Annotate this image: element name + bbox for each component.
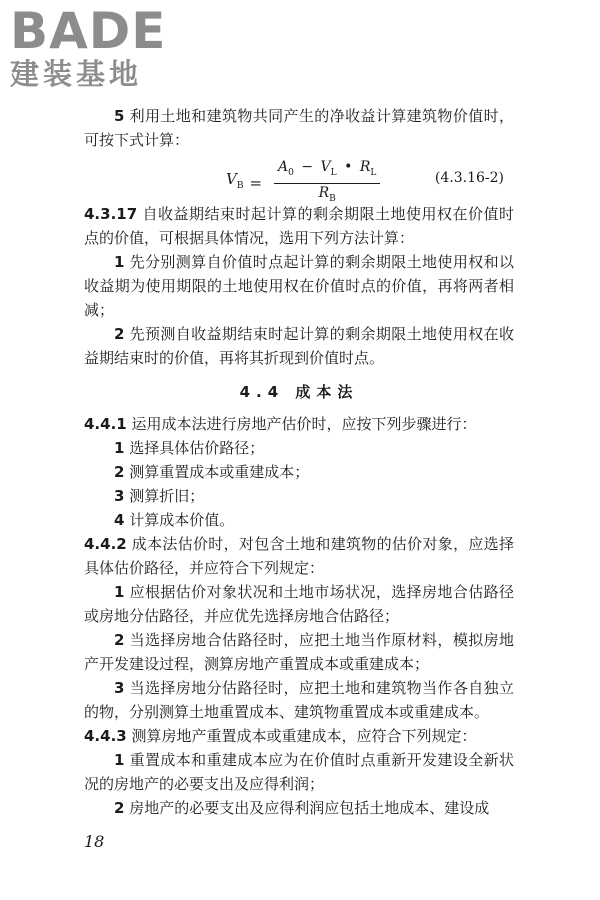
clause-item-1: [84, 250, 514, 322]
formula-lhs: $V_B$: [226, 170, 244, 192]
clause-text: 自收益期结束时起计算的剩余期限土地使用权在价值时点的价值，可根据具体情况，选用下列方法计算：: [84, 205, 514, 247]
item-text: 先预测自收益期结束时起计算的剩余期限土地使用权在收益期结束时的价值，再将其折现到价值时点。: [84, 325, 514, 367]
clause-text: 测算房地产重置成本或重建成本，应符合下列规定：: [131, 727, 477, 745]
rule-2: 2 当选择房地合估路径时，应把土地当作原材料，模拟房地产开发建设过程，测算房地产重置成本或重建成本；: [84, 631, 514, 673]
clause-text: 运用成本法进行房地产估价时，应按下列步骤进行：: [131, 415, 477, 433]
clause-number: 4.4.2: [84, 535, 127, 553]
clause-number: 4.4.3: [84, 727, 127, 745]
publisher-logo: [10, 2, 180, 91]
clause-4-4-2: [84, 532, 514, 580]
page-number: 18: [84, 832, 105, 851]
formula-block: [84, 154, 514, 204]
step-4: 4 计算成本价值。: [114, 511, 235, 529]
rule-1: 1 应根据估价对象状况和土地市场状况，选择房地合估路径或房地分估路径，并应优先选择房地合估路径；: [84, 583, 514, 625]
item-text: 利用土地和建筑物共同产生的净收益计算建筑物价值时，可按下式计算：: [84, 107, 514, 149]
formula-fraction: [274, 158, 380, 208]
item-5: [84, 104, 514, 152]
section-title: 4.4 成本法: [239, 383, 359, 401]
formula-numerator: $A_0 - V_L$ • $R_L$: [274, 158, 380, 184]
step-1: 1 选择具体估价路径；: [114, 439, 265, 457]
item-text: 先分别测算自价值时点起计算的剩余期限土地使用权和以收益期为使用期限的土地使用权在价值时点的价值，再将两者相减；: [84, 253, 514, 319]
item-number: 5: [114, 107, 125, 125]
equation-number: (4.3.16-2): [434, 170, 504, 186]
rule-3: 3 当选择房地分估路径时，应把土地和建筑物当作各自独立的物，分别测算土地重置成本、建筑物重置成本或重建成本。: [84, 679, 514, 721]
clause-number: 4.3.17: [84, 205, 138, 223]
step-3: 3 测算折旧；: [114, 487, 205, 505]
logo-subtitle: 建装基地: [10, 57, 143, 91]
clause-4-3-17: [84, 202, 514, 250]
clause-4-4-1: [84, 412, 514, 436]
item-number: 2: [114, 325, 125, 343]
rule-1: 1 重置成本和重建成本应为在价值时点重新开发建设全新状况的房地产的必要支出及应得利润；: [84, 751, 514, 793]
formula-equals: =: [249, 173, 263, 192]
page-body: [84, 104, 514, 820]
item-number: 1: [114, 253, 125, 271]
clause-text: 成本法估价时，对包含土地和建筑物的估价对象，应选择具体估价路径，并应符合下列规定：: [84, 535, 514, 577]
formula: [226, 158, 380, 208]
clause-4-4-3: [84, 724, 514, 748]
rule-2: 2 房地产的必要支出及应得利润应包括土地成本、建设成: [114, 799, 490, 817]
clause-item-2: [84, 322, 514, 370]
clause-number: 4.4.1: [84, 415, 127, 433]
step-2: 2 测算重置成本或重建成本；: [114, 463, 310, 481]
logo-wordmark: BADE: [10, 2, 167, 60]
formula-denominator: $R_B$: [318, 184, 336, 204]
